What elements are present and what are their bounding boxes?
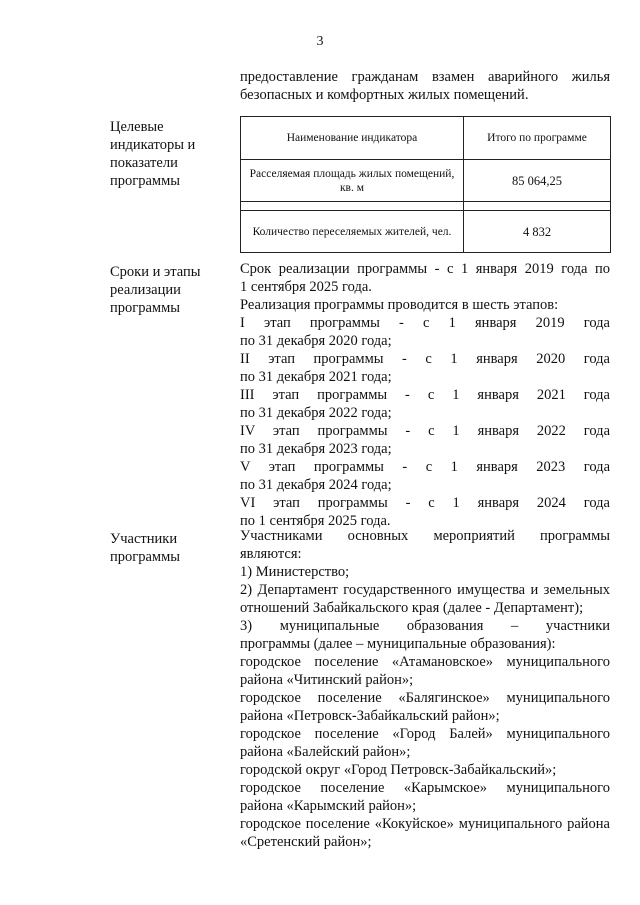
participants-line: отношений Забайкальского края (далее - Департамент); (240, 600, 584, 616)
participants-line: программы (далее – муниципальные образования): (240, 636, 556, 652)
stage-line: III этап программы - с 1 января 2021 года (240, 387, 610, 403)
stage-line: IV этап программы - с 1 января 2022 года (240, 423, 610, 439)
participants-line: района «Читинский район»; (240, 672, 414, 688)
table-row (241, 211, 611, 253)
participants-line: «Сретенский район»; (240, 834, 372, 850)
participants-content (240, 527, 610, 851)
participants-line: городское поселение «Город Балей» муниципального (240, 726, 610, 742)
participants-line: городской округ «Город Петровск-Забайкальский»; (240, 762, 557, 778)
participants-line: городское поселение «Балягинское» муниципального (240, 690, 610, 706)
table-header-row (241, 117, 611, 160)
participants-line: городское поселение «Атамановское» муниципального (240, 654, 610, 670)
stage-line: по 31 декабря 2020 года; (240, 333, 392, 349)
intro-paragraph: предоставление гражданам взамен аварийного жилья безопасных и комфортных жилых помещений. (240, 69, 610, 103)
participants-line: района «Петровск-Забайкальский район»; (240, 708, 500, 724)
stage-line: II этап программы - с 1 января 2020 года (240, 351, 610, 367)
terms-label: Сроки и этапы реализации программы (110, 264, 201, 316)
indicators-label: Целевые индикаторы и показатели программы (110, 119, 196, 189)
participants-line: 2) Департамент государственного имущества и земельных (240, 582, 610, 598)
page-number: 3 (316, 34, 324, 49)
indicator-name: Расселяемая площадь жилых помещений, кв. м (241, 160, 464, 202)
stage-line: по 31 декабря 2023 года; (240, 441, 392, 457)
stage-line: VI этап программы - с 1 января 2024 года (240, 495, 610, 511)
header-indicator-name: Наименование индикатора (241, 117, 464, 160)
participants-line: района «Карымский район»; (240, 798, 417, 814)
participants-line: городское поселение «Кокуйское» муниципального района (240, 816, 610, 832)
stage-line: V этап программы - с 1 января 2023 года (240, 459, 610, 475)
stage-line: I этап программы - с 1 января 2019 года (240, 315, 610, 331)
indicator-value: 4 832 (464, 211, 611, 253)
indicator-name: Количество переселяемых жителей, чел. (241, 211, 464, 253)
participants-line: 3) муниципальные образования – участники (240, 618, 610, 634)
indicator-value: 85 064,25 (464, 160, 611, 202)
terms-line: 1 сентября 2025 года. (240, 279, 372, 295)
participants-line: являются: (240, 546, 302, 562)
indicators-table (240, 116, 611, 253)
stage-line: по 31 декабря 2022 года; (240, 405, 392, 421)
terms-content (240, 260, 610, 530)
table-row (241, 160, 611, 202)
terms-line: Срок реализации программы - с 1 января 2019 года по (240, 261, 610, 277)
stage-line: по 31 декабря 2021 года; (240, 369, 392, 385)
participants-line: Участниками основных мероприятий программы (240, 528, 610, 544)
stage-line: по 1 сентября 2025 года. (240, 513, 391, 529)
participants-label: Участники программы (110, 531, 180, 565)
participants-line: района «Балейский район»; (240, 744, 411, 760)
header-total: Итого по программе (464, 117, 611, 160)
participants-line: городское поселение «Карымское» муниципального (240, 780, 610, 796)
terms-line: Реализация программы проводится в шесть этапов: (240, 297, 559, 313)
stage-line: по 31 декабря 2024 года; (240, 477, 392, 493)
participants-line: 1) Министерство; (240, 564, 350, 580)
table-spacer (241, 202, 611, 211)
